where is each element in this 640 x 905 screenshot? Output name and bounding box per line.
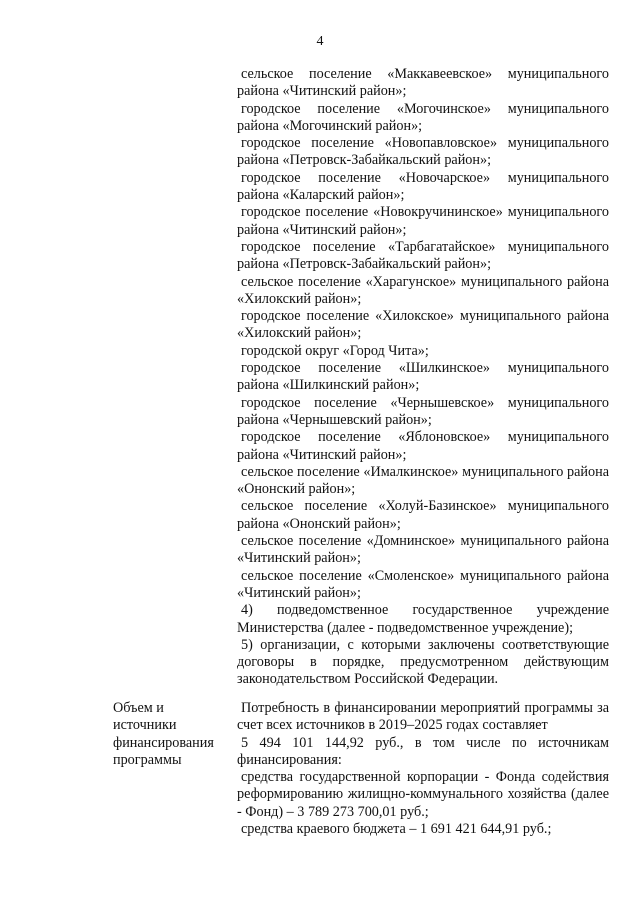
list-item: городское поселение «Тарбагатайское» муниципального района «Петровск-Забайкальский район»; <box>237 238 609 273</box>
list-item: городское поселение «Чернышевское» муниципального района «Чернышевский район»; <box>237 394 609 428</box>
list-item: сельское поселение «Домнинское» муниципального района «Читинский район»; <box>237 533 609 567</box>
funding-regional-source: средства краевого бюджета – 1 691 421 644,91 руб.; <box>241 821 552 838</box>
list-item: сельское поселение «Смоленское» муниципального района «Читинский район»; <box>237 567 609 601</box>
funding-label-line: финансирования <box>113 734 214 751</box>
list-item: городское поселение «Могочинское» муниципального района «Могочинский район»; <box>237 100 609 134</box>
funding-intro: Потребность в финансировании мероприятий программы за счет всех источников в 2019–2025 годах составляет <box>237 700 609 734</box>
list-item: городское поселение «Новопавловское» муниципального района «Петровск-Забайкальский район»; <box>237 135 609 169</box>
funding-fund-source: средства государственной корпорации - Фонда содействия реформированию жилищно-коммунального хозяйства (далее - Фонд) – 3 789 273 700,01 руб.; <box>237 769 609 820</box>
list-item: городское поселение «Новокручининское» муниципального района «Читинский район»; <box>237 204 609 238</box>
funding-label <box>113 700 231 769</box>
list-item: сельское поселение «Маккавеевское» муниципального района «Читинский район»; <box>237 66 609 100</box>
list-item: городское поселение «Хилокское» муниципального района «Хилокский район»; <box>237 308 609 342</box>
list-item: городское поселение «Шилкинское» муниципального района «Шилкинский район»; <box>237 360 609 394</box>
funding-text <box>237 700 609 838</box>
funding-label-line: программы <box>113 751 182 768</box>
participants-list <box>237 66 609 689</box>
funding-label-line: Объем и <box>113 700 164 716</box>
list-item: городской округ «Город Чита»; <box>241 342 429 359</box>
funding-label-line: источники <box>113 717 177 734</box>
subordinate-institution-item: 4) подведомственное государственное учреждение Министерства (далее - подведомственное учреждение); <box>237 602 609 636</box>
list-item: городское поселение «Яблоновское» муниципального района «Читинский район»; <box>237 429 609 463</box>
list-item: сельское поселение «Харагунское» муниципального района «Хилокский район»; <box>237 273 609 307</box>
list-item: сельское поселение «Холуй-Базинское» муниципального района «Ононский район»; <box>237 498 609 532</box>
list-item: городское поселение «Новочарское» муниципального района «Каларский район»; <box>237 169 609 204</box>
organizations-item: 5) организации, с которыми заключены соответствующие договоры в порядке, предусмотренном действующим законодательством Российской Федерации. <box>237 636 609 688</box>
funding-total: 5 494 101 144,92 руб., в том числе по источникам финансирования: <box>237 734 609 768</box>
list-item: сельское поселение «Ималкинское» муниципального района «Ононский район»; <box>237 463 609 498</box>
page-number: 4 <box>316 34 324 49</box>
